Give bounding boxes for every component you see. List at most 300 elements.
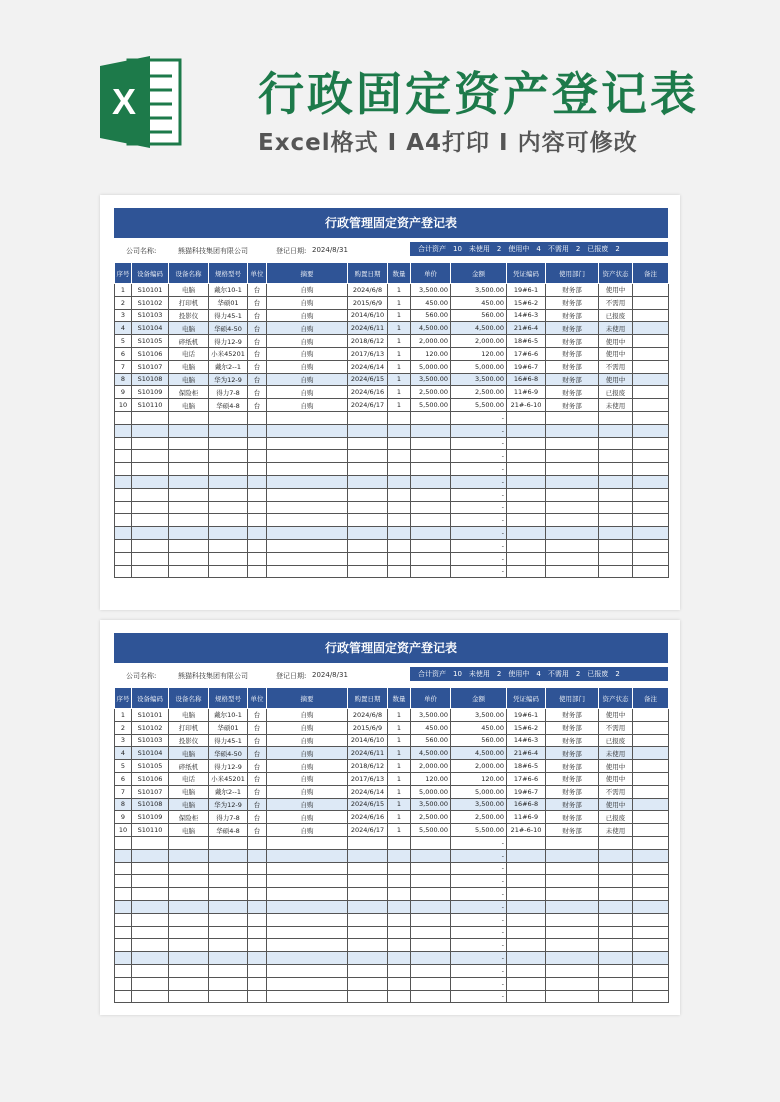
table-cell: [267, 926, 348, 939]
table-cell: [169, 437, 209, 450]
table-cell: [169, 977, 209, 990]
table-cell: [633, 721, 669, 734]
table-cell: [599, 552, 633, 565]
table-cell: [546, 565, 599, 578]
table-cell: [388, 888, 411, 901]
table-cell: [633, 463, 669, 476]
table-cell: [507, 952, 546, 965]
table-cell: [388, 488, 411, 501]
table-cell: [411, 488, 451, 501]
table-cell: [411, 501, 451, 514]
table-cell: [599, 411, 633, 424]
table-cell: [633, 824, 669, 837]
table-cell: 使用中: [599, 798, 633, 811]
table-row: [115, 450, 669, 463]
table-cell: 台: [248, 399, 267, 412]
table-cell: 戴尔10-1: [209, 709, 248, 722]
table-cell: [248, 450, 267, 463]
table-cell: [388, 913, 411, 926]
table-cell: 5,500.00: [411, 824, 451, 837]
table-cell: [169, 488, 209, 501]
table-cell: 3,500.00: [451, 373, 507, 386]
table-cell: 华为12-9: [209, 373, 248, 386]
table-cell: [388, 475, 411, 488]
table-cell: [267, 463, 348, 476]
table-cell: [411, 463, 451, 476]
table-row: [115, 721, 669, 734]
summary-item: 10: [453, 670, 462, 678]
table-cell: [411, 424, 451, 437]
table-cell: [411, 926, 451, 939]
asset-table: [114, 262, 669, 578]
table-cell: 1: [388, 322, 411, 335]
table-cell: [209, 501, 248, 514]
table-cell: [546, 977, 599, 990]
table-cell: 电脑: [169, 373, 209, 386]
table-cell: [388, 900, 411, 913]
summary-item: 使用中: [508, 245, 530, 253]
table-cell: [209, 565, 248, 578]
table-cell: [633, 811, 669, 824]
table-cell: 台: [248, 296, 267, 309]
table-cell: [599, 527, 633, 540]
table-cell: [169, 952, 209, 965]
table-cell: 450.00: [411, 721, 451, 734]
table-cell: 120.00: [451, 772, 507, 785]
table-cell: 使用中: [599, 347, 633, 360]
table-cell: [546, 888, 599, 901]
table-cell: S10110: [132, 399, 169, 412]
table-cell: [599, 501, 633, 514]
table-cell: [132, 888, 169, 901]
table-cell: 3,500.00: [411, 709, 451, 722]
table-row: [115, 964, 669, 977]
table-cell: 得力12-9: [209, 335, 248, 348]
table-cell: 17#6-6: [507, 772, 546, 785]
table-cell: 碎纸机: [169, 760, 209, 773]
table-cell: [411, 862, 451, 875]
sheet: [114, 208, 668, 578]
table-cell: 不需用: [599, 296, 633, 309]
table-cell: [507, 463, 546, 476]
table-cell: [633, 424, 669, 437]
table-cell: 1: [388, 709, 411, 722]
asset-summary: [410, 667, 668, 681]
table-cell: [132, 875, 169, 888]
table-row: [115, 296, 669, 309]
table-cell: 华硕01: [209, 296, 248, 309]
table-cell: 8: [115, 373, 132, 386]
table-cell: [248, 939, 267, 952]
table-cell: [599, 913, 633, 926]
table-cell: 1: [388, 284, 411, 297]
table-cell: 2015/6/9: [348, 296, 388, 309]
summary-item: 未使用: [468, 670, 490, 678]
table-cell: -: [451, 862, 507, 875]
table-cell: [633, 734, 669, 747]
table-cell: 14#6-3: [507, 734, 546, 747]
table-cell: [546, 488, 599, 501]
table-cell: [132, 836, 169, 849]
table-cell: -: [451, 875, 507, 888]
table-row: [115, 747, 669, 760]
table-cell: 9: [115, 386, 132, 399]
table-cell: [507, 411, 546, 424]
table-cell: [209, 952, 248, 965]
table-cell: 11#6-9: [507, 386, 546, 399]
table-cell: [169, 900, 209, 913]
table-cell: [209, 939, 248, 952]
table-cell: 戴尔2--1: [209, 360, 248, 373]
table-cell: [209, 964, 248, 977]
table-cell: 自购: [267, 360, 348, 373]
table-cell: 1: [388, 811, 411, 824]
table-cell: 2017/6/13: [348, 347, 388, 360]
column-header: 数量: [388, 263, 411, 284]
table-cell: 财务部: [546, 772, 599, 785]
summary-item: 2: [496, 670, 502, 678]
table-cell: [633, 862, 669, 875]
table-cell: [388, 977, 411, 990]
table-cell: [267, 565, 348, 578]
table-row: [115, 322, 669, 335]
table-cell: 1: [388, 309, 411, 322]
table-cell: [209, 424, 248, 437]
table-cell: [267, 977, 348, 990]
table-cell: 2,000.00: [411, 760, 451, 773]
table-cell: [599, 926, 633, 939]
table-cell: [633, 913, 669, 926]
table-cell: 电脑: [169, 399, 209, 412]
table-cell: 3: [115, 734, 132, 747]
table-row: [115, 424, 669, 437]
table-cell: -: [451, 913, 507, 926]
table-cell: [633, 875, 669, 888]
table-cell: [388, 926, 411, 939]
asset-table: [114, 687, 669, 1003]
summary-item: 已报废: [587, 670, 609, 678]
table-cell: S10102: [132, 721, 169, 734]
table-cell: [267, 913, 348, 926]
table-cell: 2024/6/14: [348, 360, 388, 373]
column-header: 设备名称: [169, 263, 209, 284]
table-cell: [507, 849, 546, 862]
table-cell: [348, 888, 388, 901]
table-cell: [169, 411, 209, 424]
table-cell: 小米45201: [209, 347, 248, 360]
table-cell: [546, 539, 599, 552]
table-cell: 2024/6/11: [348, 322, 388, 335]
table-cell: [546, 501, 599, 514]
table-cell: [209, 539, 248, 552]
table-cell: [248, 539, 267, 552]
table-cell: [599, 862, 633, 875]
table-cell: [546, 964, 599, 977]
table-cell: 4,500.00: [451, 747, 507, 760]
table-cell: [633, 785, 669, 798]
table-cell: [248, 952, 267, 965]
table-cell: [633, 322, 669, 335]
table-cell: [599, 836, 633, 849]
table-cell: [507, 888, 546, 901]
table-row: [115, 824, 669, 837]
table-cell: [209, 450, 248, 463]
table-cell: 3,500.00: [451, 284, 507, 297]
table-cell: [115, 862, 132, 875]
table-cell: [267, 475, 348, 488]
table-cell: [599, 939, 633, 952]
table-cell: [633, 527, 669, 540]
table-cell: [388, 450, 411, 463]
table-cell: 电话: [169, 772, 209, 785]
table-cell: 17#6-6: [507, 347, 546, 360]
table-cell: 自购: [267, 721, 348, 734]
summary-item: 2: [615, 245, 620, 253]
page-subtitle: Excel格式 I A4打印 I 内容可修改: [258, 130, 638, 156]
table-cell: [507, 514, 546, 527]
table-cell: [267, 411, 348, 424]
table-cell: 450.00: [411, 296, 451, 309]
table-cell: [633, 798, 669, 811]
table-cell: 2: [115, 296, 132, 309]
table-cell: [388, 952, 411, 965]
table-cell: [248, 862, 267, 875]
table-cell: 4,500.00: [451, 322, 507, 335]
table-cell: [348, 964, 388, 977]
table-cell: 120.00: [411, 347, 451, 360]
date-label: 登记日期:: [276, 672, 307, 680]
table-cell: [633, 977, 669, 990]
table-cell: [248, 501, 267, 514]
table-row: [115, 785, 669, 798]
column-header: 序号: [115, 688, 132, 709]
table-cell: [248, 900, 267, 913]
table-cell: [411, 939, 451, 952]
table-cell: 财务部: [546, 335, 599, 348]
table-cell: 3: [115, 309, 132, 322]
table-cell: 18#6-5: [507, 335, 546, 348]
table-cell: [507, 836, 546, 849]
table-cell: 2,500.00: [411, 386, 451, 399]
table-row: [115, 527, 669, 540]
table-cell: 3,500.00: [451, 798, 507, 811]
table-cell: [248, 437, 267, 450]
table-cell: [267, 488, 348, 501]
summary-item: 2: [575, 670, 581, 678]
table-cell: 21#-6-10: [507, 824, 546, 837]
table-cell: [132, 514, 169, 527]
table-cell: 台: [248, 360, 267, 373]
summary-item: 2: [615, 670, 620, 678]
table-cell: [209, 875, 248, 888]
table-cell: 华硕4-50: [209, 322, 248, 335]
table-cell: [115, 514, 132, 527]
table-row: [115, 760, 669, 773]
sheet-preview-2: [100, 620, 680, 1015]
table-cell: [633, 450, 669, 463]
table-cell: S10108: [132, 373, 169, 386]
table-cell: [267, 849, 348, 862]
table-cell: [132, 926, 169, 939]
table-row: [115, 552, 669, 565]
table-cell: [599, 424, 633, 437]
table-cell: 台: [248, 335, 267, 348]
table-cell: 5,000.00: [451, 360, 507, 373]
table-cell: [411, 875, 451, 888]
table-cell: [209, 913, 248, 926]
table-cell: [115, 990, 132, 1003]
table-cell: 台: [248, 734, 267, 747]
table-cell: [633, 552, 669, 565]
table-cell: [348, 952, 388, 965]
table-cell: [388, 411, 411, 424]
table-cell: 3,500.00: [411, 284, 451, 297]
table-cell: [248, 552, 267, 565]
table-cell: 得力45-1: [209, 734, 248, 747]
table-cell: 华硕4-8: [209, 399, 248, 412]
table-cell: [388, 539, 411, 552]
summary-item: 不需用: [547, 245, 569, 253]
table-cell: 华为12-9: [209, 798, 248, 811]
column-header: 序号: [115, 263, 132, 284]
table-cell: [209, 488, 248, 501]
table-cell: [267, 964, 348, 977]
table-cell: [388, 964, 411, 977]
table-cell: [267, 862, 348, 875]
table-cell: [209, 437, 248, 450]
table-cell: [507, 990, 546, 1003]
table-cell: [348, 977, 388, 990]
table-cell: 2,000.00: [451, 335, 507, 348]
table-cell: 2024/6/15: [348, 373, 388, 386]
table-cell: 财务部: [546, 798, 599, 811]
page-title: 行政固定资产登记表: [258, 67, 699, 121]
table-cell: [169, 836, 209, 849]
table-cell: [267, 424, 348, 437]
table-cell: 戴尔10-1: [209, 284, 248, 297]
summary-item: 合计资产: [418, 670, 446, 678]
table-cell: [411, 964, 451, 977]
table-row: [115, 501, 669, 514]
table-cell: [348, 875, 388, 888]
table-cell: 1: [388, 347, 411, 360]
table-cell: [599, 565, 633, 578]
table-cell: 19#6-1: [507, 284, 546, 297]
table-cell: [115, 411, 132, 424]
table-cell: 21#6-4: [507, 747, 546, 760]
asset-summary: [410, 242, 668, 256]
table-cell: [267, 552, 348, 565]
table-cell: 1: [388, 772, 411, 785]
column-header: 金额: [451, 263, 507, 284]
column-header: 单价: [411, 263, 451, 284]
table-cell: [388, 565, 411, 578]
table-cell: [348, 514, 388, 527]
table-cell: [388, 836, 411, 849]
table-cell: 未使用: [599, 747, 633, 760]
table-cell: [209, 552, 248, 565]
table-cell: 自购: [267, 772, 348, 785]
table-cell: [633, 347, 669, 360]
table-cell: [599, 875, 633, 888]
table-cell: 5,500.00: [451, 399, 507, 412]
table-cell: 电脑: [169, 284, 209, 297]
table-cell: 戴尔2--1: [209, 785, 248, 798]
table-cell: [633, 836, 669, 849]
table-cell: [115, 527, 132, 540]
table-cell: -: [451, 900, 507, 913]
table-cell: [411, 539, 451, 552]
table-cell: 2024/6/17: [348, 824, 388, 837]
table-cell: [132, 862, 169, 875]
table-cell: [132, 437, 169, 450]
table-cell: [209, 836, 248, 849]
table-cell: S10106: [132, 347, 169, 360]
table-cell: 已报废: [599, 309, 633, 322]
table-cell: [633, 565, 669, 578]
table-cell: [411, 888, 451, 901]
table-cell: [633, 386, 669, 399]
table-row: [115, 926, 669, 939]
table-cell: [599, 849, 633, 862]
summary-item: 4: [536, 670, 541, 678]
table-cell: [115, 836, 132, 849]
table-cell: [599, 475, 633, 488]
table-cell: S10103: [132, 734, 169, 747]
table-cell: -: [451, 888, 507, 901]
table-cell: [633, 284, 669, 297]
table-cell: [388, 939, 411, 952]
table-cell: 得力45-1: [209, 309, 248, 322]
table-cell: 自购: [267, 734, 348, 747]
table-row: [115, 798, 669, 811]
company-label: 公司名称:: [126, 672, 157, 680]
table-cell: [248, 424, 267, 437]
table-cell: [633, 411, 669, 424]
table-cell: 1: [388, 335, 411, 348]
table-cell: 120.00: [451, 347, 507, 360]
excel-logo-icon: [100, 52, 182, 152]
column-header: 使用部门: [546, 263, 599, 284]
table-cell: [633, 296, 669, 309]
table-cell: [209, 849, 248, 862]
table-cell: [348, 926, 388, 939]
table-cell: 保险柜: [169, 386, 209, 399]
table-cell: 2024/6/16: [348, 811, 388, 824]
table-cell: [633, 514, 669, 527]
table-cell: [169, 463, 209, 476]
table-cell: [633, 709, 669, 722]
table-cell: [546, 424, 599, 437]
table-cell: [411, 565, 451, 578]
table-cell: [348, 900, 388, 913]
table-cell: [411, 450, 451, 463]
table-cell: [546, 527, 599, 540]
table-cell: [348, 552, 388, 565]
column-header: 资产状态: [599, 688, 633, 709]
table-cell: [411, 952, 451, 965]
table-row: [115, 990, 669, 1003]
table-cell: [348, 849, 388, 862]
table-cell: 5,500.00: [451, 824, 507, 837]
table-cell: [599, 964, 633, 977]
table-cell: [248, 411, 267, 424]
table-cell: [546, 475, 599, 488]
table-cell: [348, 939, 388, 952]
register-date: 2024/8/31: [312, 246, 348, 254]
table-cell: 2017/6/13: [348, 772, 388, 785]
table-cell: [546, 514, 599, 527]
